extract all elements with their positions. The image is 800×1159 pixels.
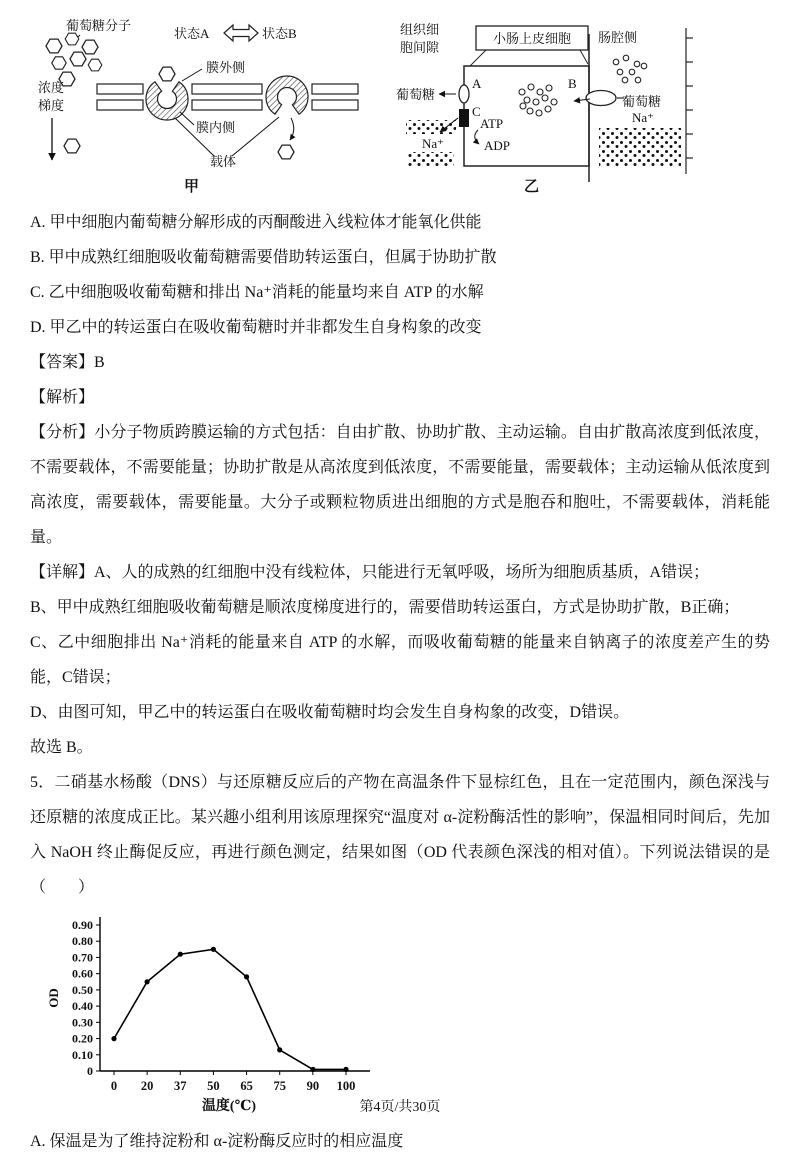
lumen-right-border	[686, 28, 693, 174]
gradient-label-2: 梯度	[38, 98, 65, 113]
od-curve	[114, 949, 346, 1069]
box-leader-left	[470, 50, 486, 66]
y-tick-label: 0.60	[72, 966, 93, 981]
y-tick-label: 0.70	[72, 950, 93, 965]
option-a: A. 甲中细胞内葡萄糖分解形成的丙酮酸进入线粒体才能氧化供能	[30, 214, 482, 231]
state-double-arrow	[224, 25, 258, 41]
membrane-outer-leader	[182, 69, 202, 81]
answer-line: 【答案】B	[30, 354, 105, 371]
detail-c: C、乙中细胞排出 Na⁺消耗的能量来自 ATP 的水解，而吸收葡萄糖的能量来自钠离子的浓度差产生的势能，C错误；	[30, 634, 770, 686]
data-point	[211, 947, 216, 952]
question5-option-a: A. 保温是为了维持淀粉和 α-淀粉酶反应时的相应温度	[30, 1133, 404, 1150]
label-a: A	[472, 76, 482, 91]
figure-yi-caption: 乙	[524, 179, 540, 195]
box-leader-right	[580, 50, 588, 64]
x-tick-label: 90	[306, 1079, 320, 1093]
membrane-bilayer	[97, 84, 358, 110]
data-point	[244, 974, 249, 979]
y-tick-label: 0.40	[72, 999, 93, 1014]
x-tick-label: 20	[140, 1079, 154, 1093]
cell-name-label: 小肠上皮细胞	[492, 31, 572, 46]
question5-stem: 5．二硝基水杨酸（DNS）与还原糖反应后的产物在高温条件下显棕红色，且在一定范围内，颜色深浅与还原糖的浓度成正比。某兴趣小组利用该原理探究“温度对 α-淀粉酶活性的影响”，保温相同时间后，先加入 NaOH 终止酶促反应，再进行颜色测定，结果如图（OD 代表颜色深浅的相对值）。下列说法错误的是（ ）	[30, 774, 770, 896]
y-tick-label: 0.80	[72, 934, 93, 949]
released-glucose-hexagon	[278, 145, 294, 159]
analysis-paragraph: 【分析】小分子物质跨膜运输的方式包括：自由扩散、协助扩散、主动运输。自由扩散高浓度到低浓度，不需要载体，不需要能量；协助扩散是从高浓度到低浓度，不需要能量，需要载体；主动运输从低浓度到高浓度，需要载体，需要能量。大分子或颗粒物质进出细胞的方式是胞吞和胞吐，不需要载体，消耗能量。	[30, 424, 770, 546]
glucose-in-carrier	[159, 67, 175, 81]
page-footer: 第4页/共30页	[359, 1100, 441, 1115]
x-tick-label: 100	[336, 1079, 356, 1093]
cotransporter-b	[586, 91, 616, 106]
label-b: B	[568, 76, 577, 91]
x-tick-label: 37	[174, 1079, 187, 1093]
option-d: D. 甲乙中的转运蛋白在吸收葡萄糖时并非都发生自身构象的改变	[30, 319, 482, 336]
na-ions-dots-right	[599, 128, 681, 166]
na-left-label: Na⁺	[422, 136, 445, 151]
membrane-inner-leader	[180, 112, 194, 125]
data-point	[310, 1067, 315, 1072]
transporter-a	[459, 85, 469, 103]
membrane-inner-label: 膜内侧	[196, 120, 236, 135]
sodium-pump-c	[459, 109, 469, 127]
q5-chart-figure	[44, 911, 770, 1122]
x-tick-label: 0	[110, 1079, 118, 1093]
x-tick-label: 65	[240, 1079, 253, 1093]
figure-jia-caption: 甲	[184, 179, 200, 195]
detail-d: D、由图可知，甲乙中的转运蛋白在吸收葡萄糖时均会发生自身构象的改变，D错误。	[30, 704, 630, 721]
diagram-yi	[394, 14, 694, 199]
y-tick-label: 0	[87, 1064, 93, 1078]
glucose-hexagons	[46, 33, 102, 86]
detail-b: B、甲中成熟红细胞吸收葡萄糖是顺浓度梯度进行的，需要借助转运蛋白，方式是协助扩散，B正确；	[30, 599, 740, 616]
y-tick-label: 0.30	[72, 1015, 93, 1030]
conclusion-line: 故选 B。	[30, 739, 93, 756]
carrier-protein-state-b	[266, 76, 308, 114]
intracellular-glucose-hexagon	[64, 139, 80, 153]
glucose-release-arrow	[290, 118, 294, 140]
na-ions-dots-left-bottom	[408, 152, 454, 166]
y-tick-label: 0.10	[72, 1047, 93, 1062]
na-ions-dots-left-top	[406, 120, 456, 134]
lumen-side-label: 肠腔侧	[598, 30, 638, 45]
state-a-label: 状态A	[174, 26, 210, 41]
label-c: C	[472, 104, 481, 119]
option-b: B. 甲中成熟红细胞吸收葡萄糖需要借助转运蛋白，但属于协助扩散	[30, 249, 497, 266]
diagram-jia	[34, 14, 364, 199]
glucose-right-label: 葡萄糖	[622, 94, 662, 109]
data-point	[145, 979, 150, 984]
x-axis-title: 温度(℃)	[201, 1099, 257, 1114]
atp-label: ATP	[480, 116, 504, 131]
gradient-label-1: 浓度	[38, 80, 65, 95]
tissue-gap-label-2: 胞间隙	[400, 40, 440, 55]
y-tick-label: 0.50	[72, 982, 93, 997]
membrane-outer-label: 膜外侧	[206, 60, 246, 75]
carrier-leader-right	[232, 117, 279, 156]
y-axis-title: OD	[46, 988, 61, 1008]
analysis-header: 【解析】	[30, 389, 95, 406]
data-point	[111, 1036, 116, 1041]
carrier-label: 载体	[210, 154, 237, 169]
tissue-gap-label-1: 组织细	[400, 22, 440, 37]
detail-a: 【详解】A、人的成熟的红细胞中没有线粒体，只能进行无氧呼吸，场所为细胞质基质，A错误；	[30, 564, 710, 581]
x-tick-label: 75	[273, 1079, 286, 1093]
data-point	[178, 952, 183, 957]
data-point	[343, 1067, 348, 1072]
x-tick-label: 50	[207, 1079, 220, 1093]
na-right-label: Na⁺	[632, 110, 655, 125]
data-point	[277, 1047, 282, 1052]
glucose-left-label: 葡萄糖	[396, 87, 436, 102]
question4-figures	[34, 14, 770, 199]
od-temperature-line-chart	[44, 911, 376, 1117]
carrier-protein-state-a	[146, 82, 188, 120]
y-tick-label: 0.20	[72, 1031, 93, 1046]
state-b-label: 状态B	[262, 26, 297, 41]
glucose-molecule-label: 葡萄糖分子	[66, 18, 132, 33]
lumen-glucose-circles	[613, 55, 647, 83]
question4-options	[30, 205, 770, 345]
y-tick-label: 0.90	[72, 918, 93, 932]
adp-label: ADP	[484, 138, 511, 153]
option-c: C. 乙中细胞吸收葡萄糖和排出 Na⁺消耗的能量均来自 ATP 的水解	[30, 284, 484, 301]
